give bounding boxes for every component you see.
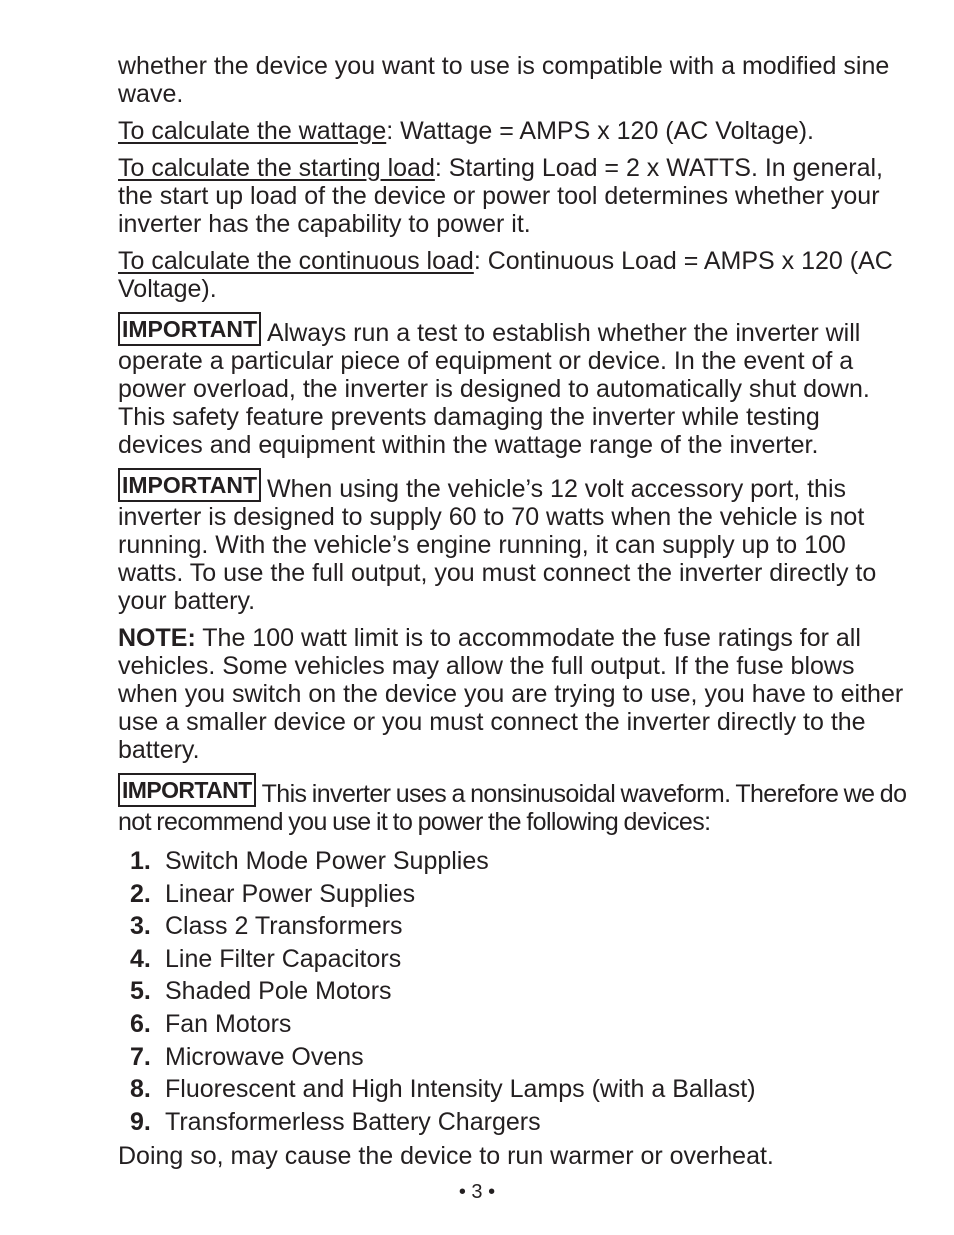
list-item-number: 4.: [130, 944, 151, 973]
important-badge: IMPORTANT: [118, 312, 261, 346]
continuous-load-label: To calculate the continuous load: [118, 247, 474, 275]
wattage-formula: [118, 117, 908, 145]
list-item-text: Shaded Pole Motors: [165, 977, 392, 1006]
list-item-number: 2.: [130, 879, 151, 908]
important-1-text: Always run a test to establish whether the inverter will operate a particular piece of equipment or device. In the event of a power overload, the inverter is designed to automatically shut down. This safety feature prevents damaging the inverter while testing devices and equipment within the wattage range of the inverter.: [118, 319, 870, 459]
intro-paragraph: whether the device you want to use is compatible with a modified sine wave.: [118, 52, 890, 108]
page-number: • 3 •: [458, 1181, 496, 1203]
list-item: [118, 910, 908, 943]
continuous-load-text: : Continuous Load = AMPS x 120 (AC Voltage).: [118, 247, 893, 303]
list-item: [118, 878, 908, 911]
starting-load-formula: [118, 154, 908, 238]
list-item: [118, 1106, 908, 1139]
list-item-number: 1.: [130, 847, 151, 875]
list-item: [118, 1041, 908, 1074]
list-item-number: 5.: [130, 977, 151, 1006]
list-item: [118, 943, 908, 976]
important-notice-2: [118, 468, 908, 615]
list-item-text: Class 2 Transformers: [165, 912, 403, 941]
starting-load-text: : Starting Load = 2 x WATTS. In general, the start up load of the device or power tool determines whether your inverter has the capability to power it.: [118, 154, 883, 238]
list-item-number: 9.: [130, 1107, 151, 1136]
important-badge: IMPORTANT: [118, 468, 261, 502]
continuous-load-formula: [118, 247, 908, 303]
list-item-text: Fluorescent and High Intensity Lamps (with a Ballast): [165, 1075, 756, 1104]
important-notice-1: [118, 312, 908, 459]
important-badge: IMPORTANT: [118, 773, 256, 807]
page-body: [118, 52, 908, 1179]
device-list: [118, 845, 908, 1138]
list-item-text: Microwave Ovens: [165, 1042, 364, 1071]
list-item: [118, 975, 908, 1008]
list-item-number: 8.: [130, 1075, 151, 1104]
note-paragraph: [118, 624, 908, 764]
important-notice-3: [118, 773, 908, 836]
list-item-text: Line Filter Capacitors: [165, 944, 402, 973]
important-3-text: This inverter uses a nonsinusoidal waveform. Therefore we do not recommend you use it to power the following devices:: [118, 780, 907, 836]
closing-paragraph: Doing so, may cause the device to run warmer or overheat.: [118, 1142, 774, 1171]
list-item-number: 6.: [130, 1009, 151, 1038]
important-2-text: When using the vehicle’s 12 volt accessory port, this inverter is designed to supply 60 to 70 watts when the vehicle is not running. With the vehicle’s engine running, it can supply up to 100 watts. To use the full output, you must connect the inverter directly to your battery.: [118, 475, 877, 615]
note-text: The 100 watt limit is to accommodate the fuse ratings for all vehicles. Some vehicles may allow the full output. If the fuse blows when you switch on the device you are trying to use, you have to either use a smaller device or you must connect the inverter directly to the battery.: [118, 624, 904, 764]
list-item-text: Fan Motors: [165, 1009, 292, 1038]
note-label: NOTE:: [118, 624, 196, 652]
list-item-number: 3.: [130, 912, 151, 941]
wattage-label: To calculate the wattage: [118, 117, 387, 145]
list-item-text: Transformerless Battery Chargers: [165, 1107, 541, 1136]
list-item: [118, 845, 908, 878]
wattage-text: : Wattage = AMPS x 120 (AC Voltage).: [386, 117, 814, 145]
list-item: [118, 1073, 908, 1106]
list-item-number: 7.: [130, 1042, 151, 1071]
starting-load-label: To calculate the starting load: [118, 154, 435, 182]
list-item-text: Linear Power Supplies: [165, 879, 416, 908]
list-item: [118, 1008, 908, 1041]
list-item-text: Switch Mode Power Supplies: [165, 847, 489, 875]
